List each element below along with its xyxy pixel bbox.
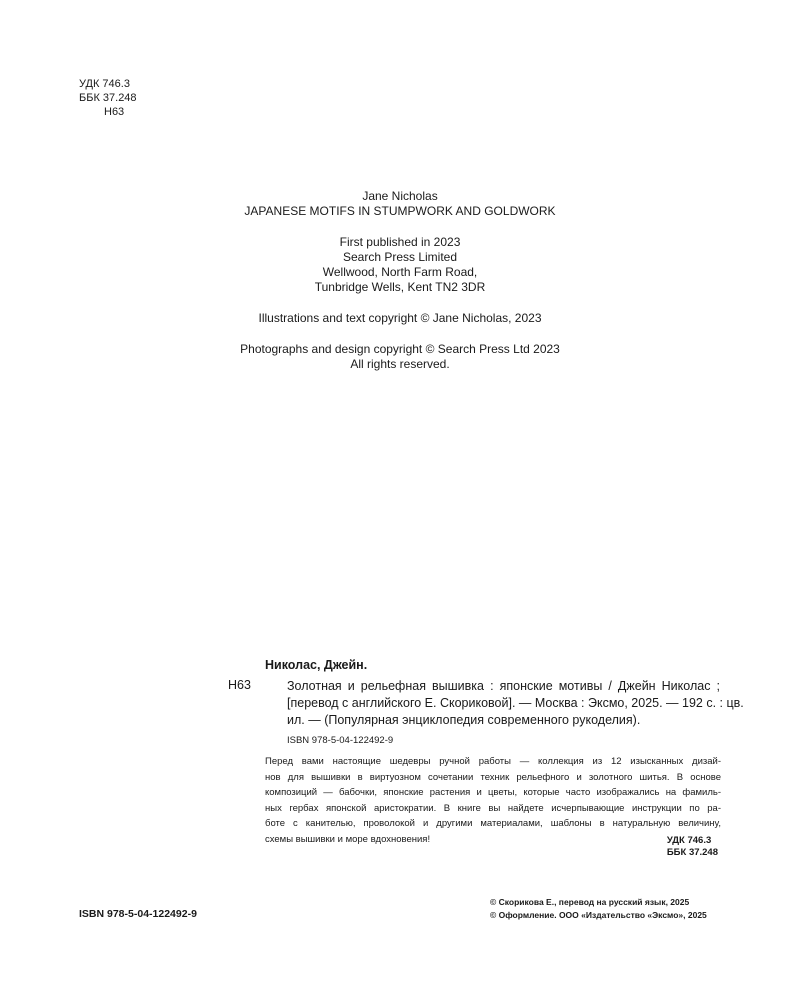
original-title: JAPANESE MOTIFS IN STUMPWORK AND GOLDWORK bbox=[244, 204, 556, 218]
author-mark: Н63 bbox=[104, 106, 125, 118]
description-line: Золотная и рельефная вышивка : японские мотивы / Джейн Николас ; bbox=[287, 679, 720, 693]
card-bbk: ББК 37.248 bbox=[666, 847, 718, 858]
description-line: ил. — (Популярная энциклопедия современного рукоделия). bbox=[287, 713, 641, 727]
description-line: [перевод с английского Е. Скориковой]. — Москва : Эксмо, 2025. — 192 с. : цв. bbox=[287, 696, 744, 710]
original-author: Jane Nicholas bbox=[362, 189, 438, 203]
publication-info bbox=[150, 235, 650, 295]
annotation-line: Перед вами настоящие шедевры ручной работы — коллекция из 12 изысканных дизай- bbox=[265, 756, 721, 767]
card-classification-codes bbox=[667, 835, 718, 859]
original-title-block bbox=[150, 189, 650, 219]
udk-code: УДК 746.3 bbox=[79, 78, 130, 90]
card-udk: УДК 746.3 bbox=[666, 835, 712, 846]
publication-line: Search Press Limited bbox=[342, 250, 458, 264]
illustrations-copyright: Illustrations and text copyright © Jane Nicholas, 2023 bbox=[258, 311, 542, 325]
translation-copyright: © Скорикова Е., перевод на русский язык, 2025 bbox=[490, 897, 690, 907]
publication-line: First published in 2023 bbox=[339, 235, 461, 249]
annotation-line: боте с канителью, проволокой и другими материалами, шаблоны в натуральную величину, bbox=[265, 818, 721, 829]
photos-copyright: Photographs and design copyright © Search Press Ltd 2023 bbox=[240, 342, 560, 356]
publication-line: Tunbridge Wells, Kent TN2 3DR bbox=[314, 280, 486, 294]
annotation bbox=[265, 754, 721, 847]
photos-copyright-block bbox=[150, 342, 650, 372]
card-heading: Николас, Джейн. bbox=[265, 658, 368, 672]
card-author-mark: Н63 bbox=[228, 678, 251, 692]
annotation-line: нов для вышивки в виртуозном сочетании техник рельефного и золотного шитья. В основе bbox=[265, 771, 721, 783]
annotation-line: схемы вышивки и море вдохновения! bbox=[265, 833, 431, 845]
footer-isbn: ISBN 978-5-04-122492-9 bbox=[79, 908, 197, 920]
bbk-code: ББК 37.248 bbox=[79, 92, 137, 104]
annotation-line: ных гербах японской аристократии. В книге вы найдете исчерпывающие инструкции по ра- bbox=[265, 802, 721, 814]
classification-codes bbox=[79, 77, 137, 119]
card-description bbox=[287, 678, 744, 729]
design-copyright: © Оформление. ООО «Издательство «Эксмо», 2025 bbox=[490, 910, 707, 920]
rights-reserved: All rights reserved. bbox=[350, 357, 450, 371]
publication-line: Wellwood, North Farm Road, bbox=[322, 265, 478, 279]
annotation-line: композиций — бабочки, японские растения и цветы, которые часто изображались на фамиль- bbox=[265, 787, 721, 798]
card-isbn: ISBN 978-5-04-122492-9 bbox=[287, 735, 394, 746]
footer-copyrights bbox=[490, 896, 707, 922]
